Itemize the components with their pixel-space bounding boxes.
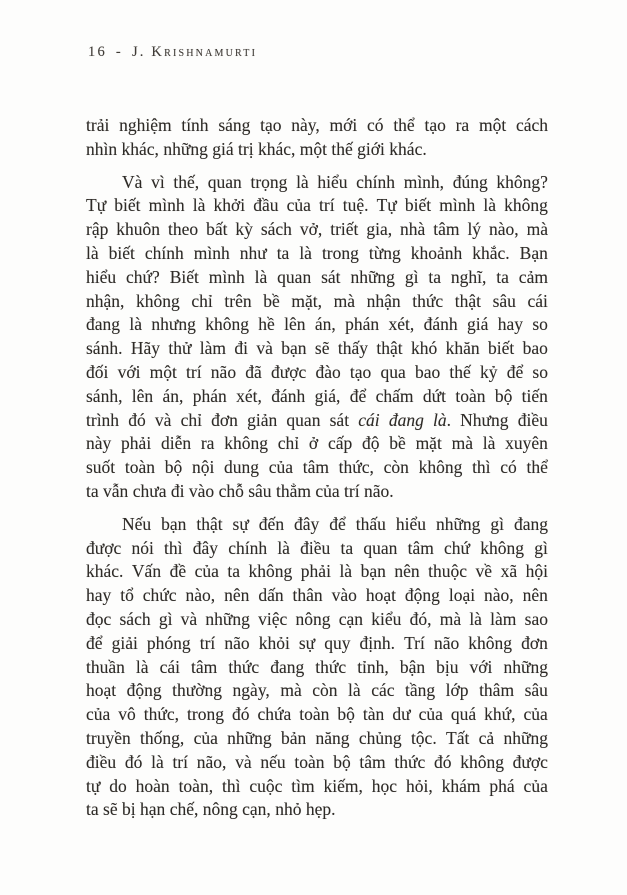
body-text bbox=[86, 114, 548, 822]
text-line: Tự biết mình là khởi đầu của trí tuệ. Tự biết mình là không bbox=[86, 195, 548, 216]
text-line: hoạt động thường ngày, mà còn là các tầng lớp thâm sâu bbox=[86, 680, 548, 701]
page-number: 16 bbox=[88, 44, 107, 60]
text-line: Nếu bạn thật sự đến đây để thấu hiểu những gì đang bbox=[122, 513, 548, 534]
header-separator: - bbox=[115, 44, 123, 60]
text-line: sánh, lên án, phán xét, đánh giá, để chấm dứt toàn bộ tiến bbox=[86, 385, 548, 406]
text-line: điều đó là trí não, và nếu toàn bộ tâm thức đó không được bbox=[86, 751, 548, 772]
paragraph bbox=[86, 114, 548, 162]
paragraph bbox=[86, 171, 548, 504]
text-line: Và vì thế, quan trọng là hiểu chính mình, đúng không? bbox=[122, 171, 548, 192]
page-header bbox=[88, 44, 257, 61]
text-line: được nói thì đây chính là điều ta quan tâm chứ không gì bbox=[86, 537, 548, 558]
text-line: hay tổ chức nào, nên dấn thân vào hoạt động loại nào, nên bbox=[86, 585, 548, 606]
text-line: truyền thống, của những bản năng chủng tộc. Tất cả những bbox=[86, 727, 548, 748]
text-line: rập khuôn theo bất kỳ sách vở, triết gia, nhà tâm lý nào, mà bbox=[86, 219, 548, 240]
text-line: là biết chính mình như ta là trong từng khoảnh khắc. Bạn bbox=[86, 242, 548, 263]
text-line: suốt toàn bộ nội dung của tâm thức, còn không thì có thể bbox=[86, 457, 548, 478]
text-line: ta vẫn chưa đi vào chỗ sâu thẳm của trí não. bbox=[86, 480, 394, 501]
text-line: để giải phóng trí não khỏi sự quy định. Trí não không đơn bbox=[86, 632, 548, 653]
text-line: của vô thức, trong đó chứa toàn bộ tàn dư của quá khứ, của bbox=[86, 704, 548, 725]
paragraph bbox=[86, 513, 548, 822]
text-line: trải nghiệm tính sáng tạo này, mới có thể tạo ra một cách bbox=[86, 115, 548, 135]
text-line: thuần là cái tâm thức đang thức tỉnh, bận bịu với những bbox=[86, 656, 548, 677]
text-line: sánh. Hãy thử làm đi và bạn sẽ thấy thật khó khăn biết bao bbox=[86, 338, 548, 359]
text-line: đang là nhưng không hề lên án, phán xét, đánh giá hay so bbox=[86, 314, 548, 335]
text-line: này phải diễn ra không chỉ ở cấp độ bề mặt mà là xuyên bbox=[86, 433, 548, 454]
author-name: J. Krishnamurti bbox=[131, 44, 258, 60]
text-line: trình đó và chỉ đơn giản quan sát cái đang là. Nhưng điều bbox=[86, 409, 548, 430]
text-line: nhận, không chỉ trên bề mặt, mà nhận thức thật sâu cái bbox=[86, 290, 548, 311]
text-line: hiểu chứ? Biết mình là quan sát những gì ta nghĩ, ta cảm bbox=[86, 266, 548, 287]
text-line: khác. Vấn đề của ta không phải là bạn nên thuộc về xã hội bbox=[86, 561, 548, 582]
text-line: ta sẽ bị hạn chế, nông cạn, nhỏ hẹp. bbox=[86, 799, 336, 820]
text-line: đối với một trí não đã được đào tạo qua bao thế kỷ để so bbox=[86, 361, 548, 382]
text-line: nhìn khác, những giá trị khác, một thế giới khác. bbox=[86, 138, 427, 159]
text-line: tự do hoàn toàn, thì cuộc tìm kiếm, học hỏi, khám phá của bbox=[86, 775, 548, 796]
text-line: đọc sách gì và những việc nông cạn kiểu đó, mà là làm sao bbox=[86, 608, 548, 629]
